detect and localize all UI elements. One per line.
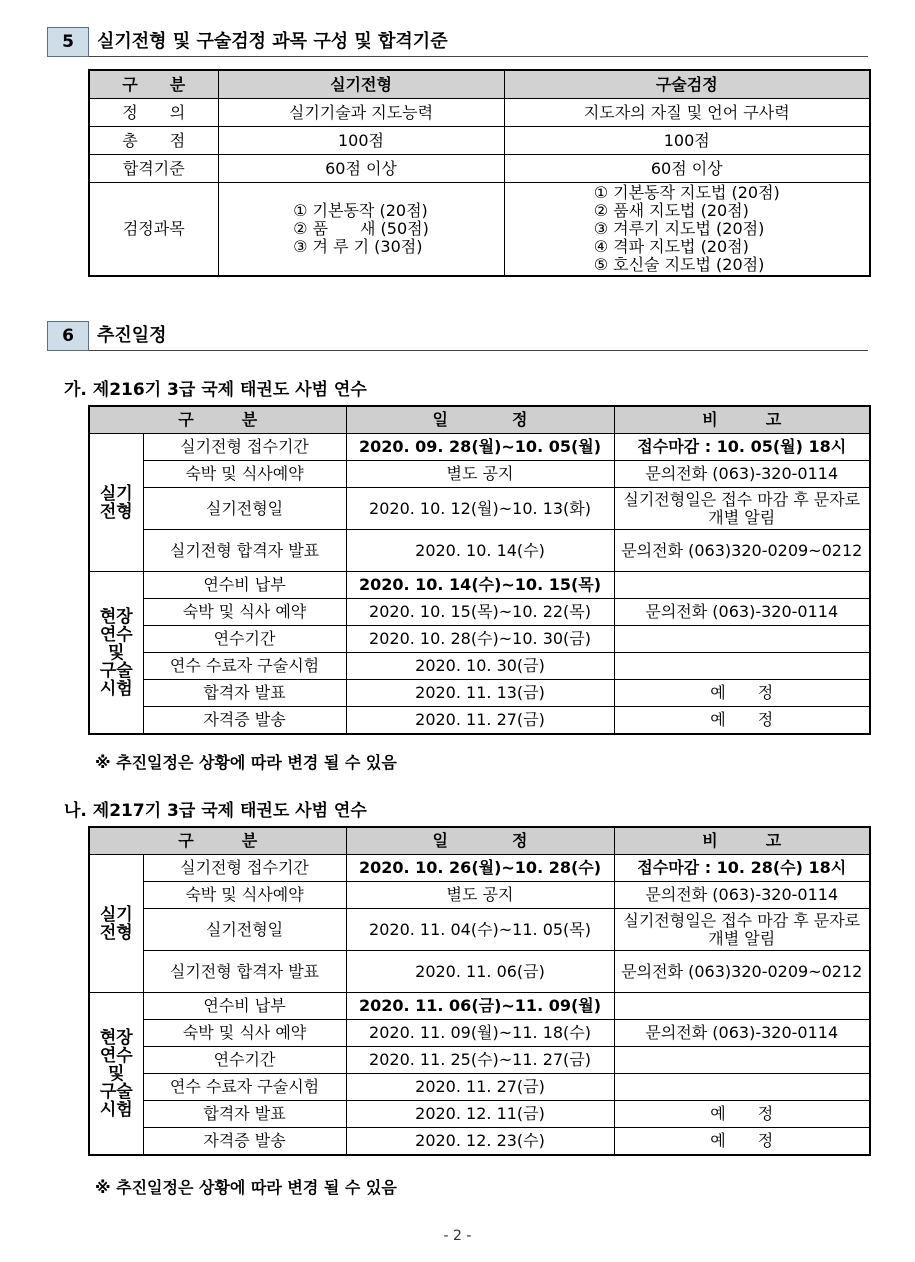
schedule-subtitle: 나. 제217기 3급 국제 태권도 사범 연수 xyxy=(64,801,367,821)
date: 2020. 10. 12(월)~10. 13(화) xyxy=(346,488,614,530)
header-schedule: 일 정 xyxy=(346,827,614,855)
item: 숙박 및 식사예약 xyxy=(143,882,346,909)
remark xyxy=(614,1047,870,1074)
date: 2020. 10. 30(금) xyxy=(346,653,614,680)
schedule-footnote: ※ 추진일정은 상황에 따라 변경 될 수 있음 xyxy=(95,753,397,772)
date: 2020. 10. 14(수)~10. 15(목) xyxy=(346,572,614,599)
remark: 예 정 xyxy=(614,707,870,735)
practical-value: 100점 xyxy=(218,127,504,155)
item: 합격자 발표 xyxy=(143,680,346,707)
item: 실기전형 접수기간 xyxy=(143,434,346,461)
heading-rule xyxy=(89,56,868,57)
item: 실기전형 접수기간 xyxy=(143,855,346,882)
group-label: 현장 연수 및 구술 시험 xyxy=(99,606,133,699)
remark: 실기전형일은 접수 마감 후 문자로 개별 알림 xyxy=(614,488,870,530)
subject-item: ③ 겨루기 지도법 (20점) xyxy=(593,218,765,238)
header-category: 구 분 xyxy=(89,70,218,99)
group-label: 실기 전형 xyxy=(99,483,133,522)
row-label: 총 점 xyxy=(89,127,218,155)
remark xyxy=(614,572,870,599)
schedule-subtitle: 가. 제216기 3급 국제 태권도 사범 연수 xyxy=(64,380,367,400)
item: 숙박 및 식사 예약 xyxy=(143,1020,346,1047)
date: 2020. 11. 06(금)~11. 09(월) xyxy=(346,993,614,1020)
page-number: - 2 - xyxy=(443,1228,472,1244)
date: 2020. 11. 27(금) xyxy=(346,1074,614,1101)
date: 2020. 11. 09(월)~11. 18(수) xyxy=(346,1020,614,1047)
date: 2020. 10. 15(목)~10. 22(목) xyxy=(346,599,614,626)
remark: 예 정 xyxy=(614,1101,870,1128)
section-number: 5 xyxy=(47,27,89,57)
item: 실기전형일 xyxy=(143,488,346,530)
row-label: 합격기준 xyxy=(89,155,218,183)
date: 2020. 11. 13(금) xyxy=(346,680,614,707)
date: 별도 공지 xyxy=(346,461,614,488)
subject-item: ② 품 새 (50점) xyxy=(293,218,429,238)
group-practical xyxy=(89,855,143,993)
item: 연수 수료자 구술시험 xyxy=(143,1074,346,1101)
schedule-footnote: ※ 추진일정은 상황에 따라 변경 될 수 있음 xyxy=(95,1178,397,1197)
date: 2020. 09. 28(월)~10. 05(월) xyxy=(346,434,614,461)
heading-rule xyxy=(89,350,868,351)
remark xyxy=(614,653,870,680)
remark: 문의전화 (063)-320-0114 xyxy=(614,461,870,488)
remark: 접수마감 : 10. 05(월) 18시 xyxy=(614,434,870,461)
section-5-heading xyxy=(47,27,868,57)
header-category: 구 분 xyxy=(89,406,346,434)
subject-item: ① 기본동작 지도법 (20점) xyxy=(593,182,780,202)
schedule-table-216 xyxy=(88,405,871,735)
practical-value: 60점 이상 xyxy=(218,155,504,183)
exam-composition-table xyxy=(88,69,871,277)
date: 2020. 12. 11(금) xyxy=(346,1101,614,1128)
subject-item: ⑤ 호신술 지도법 (20점) xyxy=(593,254,765,274)
subject-item: ① 기본동작 (20점) xyxy=(293,200,428,220)
row-label: 정 의 xyxy=(89,99,218,127)
remark: 예 정 xyxy=(614,1128,870,1156)
remark: 문의전화 (063)320-0209~0212 xyxy=(614,951,870,993)
item: 합격자 발표 xyxy=(143,1101,346,1128)
remark: 문의전화 (063)-320-0114 xyxy=(614,882,870,909)
item: 실기전형 합격자 발표 xyxy=(143,530,346,572)
date: 2020. 11. 06(금) xyxy=(346,951,614,993)
schedule-table-217 xyxy=(88,826,871,1156)
remark: 문의전화 (063)320-0209~0212 xyxy=(614,530,870,572)
row-label: 검정과목 xyxy=(89,183,218,276)
item: 숙박 및 식사예약 xyxy=(143,461,346,488)
oral-subjects xyxy=(504,183,870,276)
item: 자격증 발송 xyxy=(143,1128,346,1156)
item: 연수기간 xyxy=(143,626,346,653)
header-practical: 실기전형 xyxy=(218,70,504,99)
group-label: 실기 전형 xyxy=(99,904,133,943)
date: 2020. 10. 28(수)~10. 30(금) xyxy=(346,626,614,653)
oral-value: 100점 xyxy=(504,127,870,155)
oral-value: 60점 이상 xyxy=(504,155,870,183)
date: 2020. 11. 27(금) xyxy=(346,707,614,735)
group-practical xyxy=(89,434,143,572)
header-category: 구 분 xyxy=(89,827,346,855)
date: 2020. 11. 25(수)~11. 27(금) xyxy=(346,1047,614,1074)
remark xyxy=(614,993,870,1020)
section-6-heading xyxy=(47,321,868,351)
item: 실기전형 합격자 발표 xyxy=(143,951,346,993)
group-training xyxy=(89,572,143,735)
item: 실기전형일 xyxy=(143,909,346,951)
remark xyxy=(614,1074,870,1101)
remark: 실기전형일은 접수 마감 후 문자로 개별 알림 xyxy=(614,909,870,951)
item: 연수비 납부 xyxy=(143,572,346,599)
item: 숙박 및 식사 예약 xyxy=(143,599,346,626)
date: 2020. 10. 26(월)~10. 28(수) xyxy=(346,855,614,882)
item: 자격증 발송 xyxy=(143,707,346,735)
remark: 예 정 xyxy=(614,680,870,707)
header-oral: 구술검정 xyxy=(504,70,870,99)
remark xyxy=(614,626,870,653)
section-title: 실기전형 및 구술검정 과목 구성 및 합격기준 xyxy=(97,31,448,52)
header-remarks: 비 고 xyxy=(614,827,870,855)
practical-subjects xyxy=(218,183,504,276)
section-number: 6 xyxy=(47,321,89,351)
group-label: 현장 연수 및 구술 시험 xyxy=(99,1027,133,1120)
practical-value: 실기기술과 지도능력 xyxy=(218,99,504,127)
header-schedule: 일 정 xyxy=(346,406,614,434)
section-title: 추진일정 xyxy=(97,325,167,346)
item: 연수비 납부 xyxy=(143,993,346,1020)
date: 별도 공지 xyxy=(346,882,614,909)
item: 연수기간 xyxy=(143,1047,346,1074)
subject-item: ③ 겨 루 기 (30점) xyxy=(293,236,423,256)
remark: 문의전화 (063)-320-0114 xyxy=(614,1020,870,1047)
subject-item: ④ 격파 지도법 (20점) xyxy=(593,236,749,256)
date: 2020. 11. 04(수)~11. 05(목) xyxy=(346,909,614,951)
remark: 접수마감 : 10. 28(수) 18시 xyxy=(614,855,870,882)
date: 2020. 12. 23(수) xyxy=(346,1128,614,1156)
date: 2020. 10. 14(수) xyxy=(346,530,614,572)
subject-item: ② 품새 지도법 (20점) xyxy=(593,200,749,220)
item: 연수 수료자 구술시험 xyxy=(143,653,346,680)
header-remarks: 비 고 xyxy=(614,406,870,434)
oral-value: 지도자의 자질 및 언어 구사력 xyxy=(504,99,870,127)
group-training xyxy=(89,993,143,1156)
remark: 문의전화 (063)-320-0114 xyxy=(614,599,870,626)
